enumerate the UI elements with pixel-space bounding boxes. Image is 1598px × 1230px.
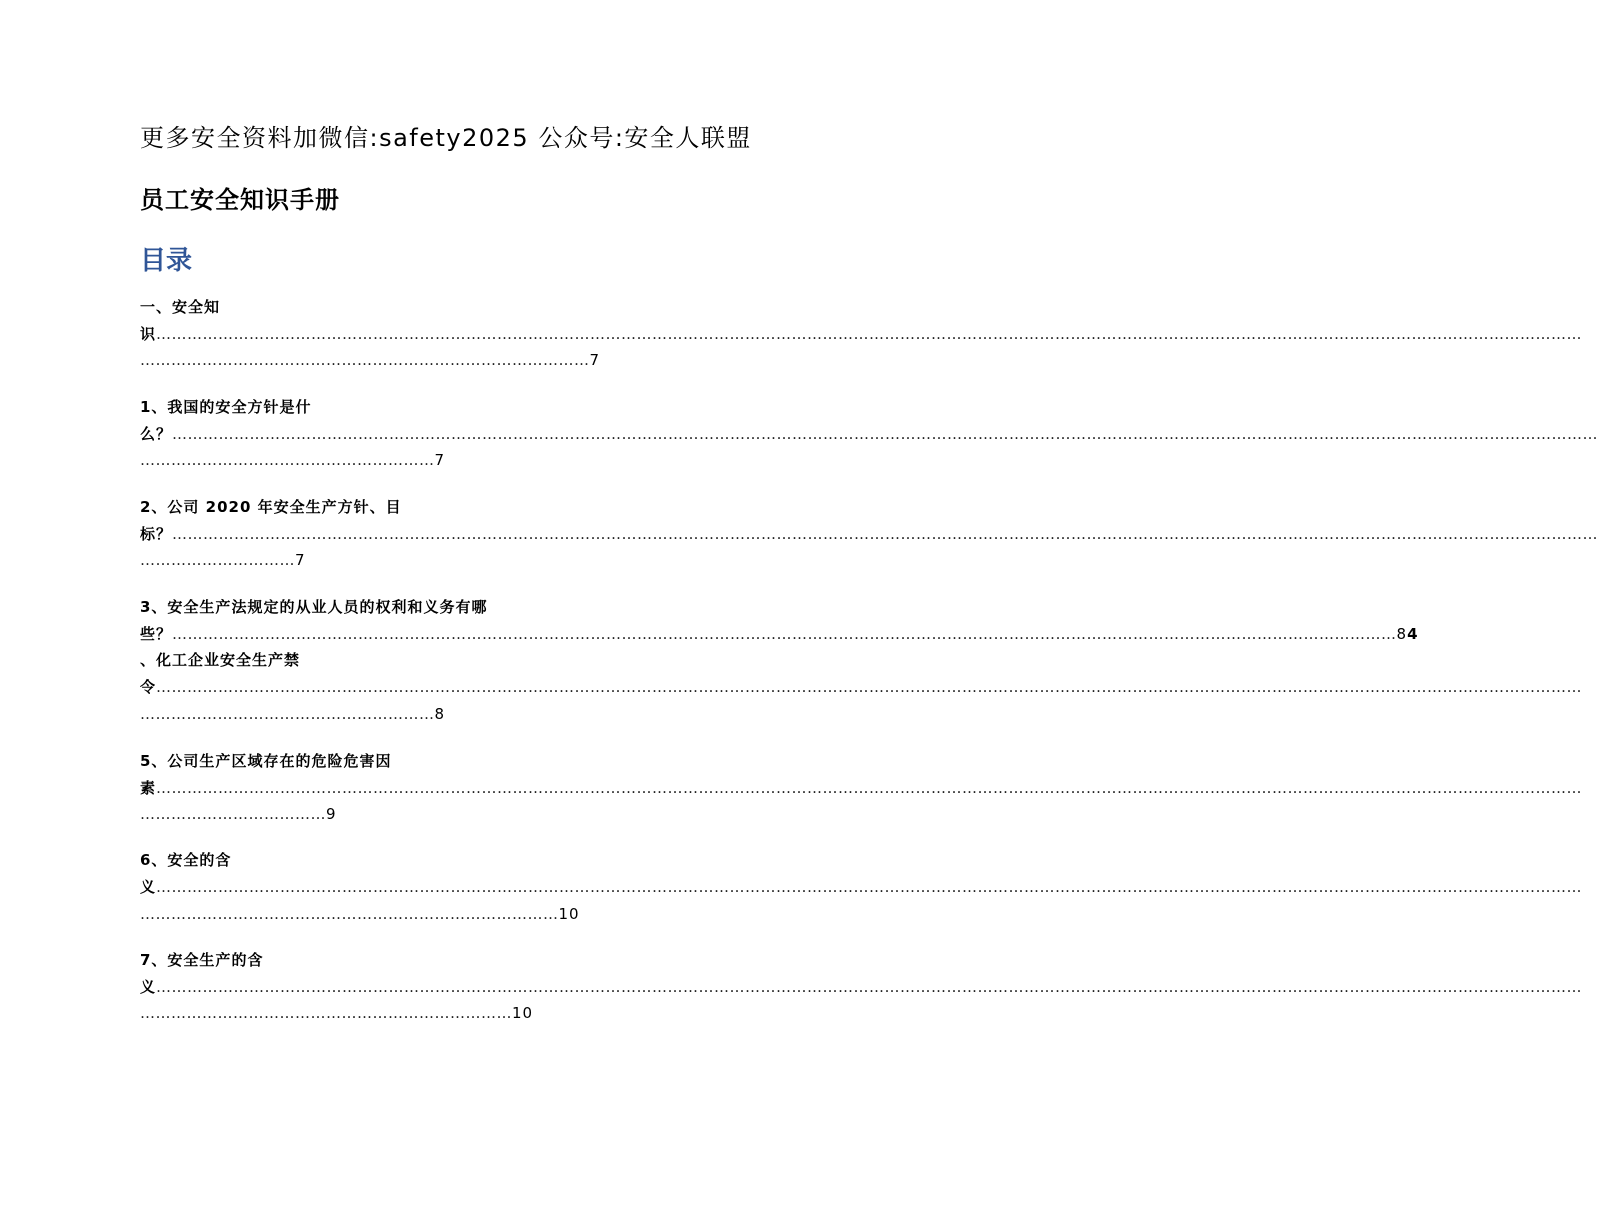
toc-entry-6-page-line[interactable] [140,801,810,827]
toc-entry-3-leader[interactable] [140,521,1598,547]
toc-entry-title: 3、安全生产法规定的从业人员的权利和义务有哪 [140,598,488,616]
toc-entry-title-end: 令 [140,678,157,696]
toc-page-number: 8 [1396,625,1408,643]
toc-leader-dots: …………………………………………………………………………………………………………………………………………………………………………………………………………………………………………………… [156,325,1583,343]
toc-leader-dots: …………………………………………………………………………………………………………………………………………………………………………………………………………………………………………………… [156,978,1583,996]
toc-leader-dots: ………………………… [140,551,295,569]
toc-leader-dots: ………………………………………………… [140,705,435,723]
toc-leader-dots: ……………………………………………………………………… [140,905,559,923]
toc-next-entry-number: 4 [1407,625,1419,643]
toc-page-number: 8 [434,705,446,723]
toc-leader-dots: ……………………………… [140,805,326,823]
toc-entry-1-title[interactable] [140,294,810,320]
toc-entry-title: 1、我国的安全方针是什 [140,398,312,416]
toc-entry-title-end: 义 [140,978,157,996]
toc-leader-dots: …………………………………………………………………………………………………………………………………………………………………………………………………………………………………………………… [172,525,1598,543]
toc-entry-title-end: 么？ [140,425,173,443]
toc-leader-dots: …………………………………………………………………………………………………………………………………………………………………………………………………………………………………………………… [156,878,1583,896]
toc-entry-4-leader[interactable] [140,621,1419,647]
toc-entry-title: 6、安全的含 [140,851,232,869]
toc-entry-6-leader[interactable] [140,775,1583,801]
toc-entry-title-end: 识 [140,325,157,343]
toc-entry-7-title[interactable] [140,847,810,873]
toc-heading: 目录 [140,246,193,276]
toc-entry-1-page-line[interactable] [140,347,810,373]
toc-entry-8-leader[interactable] [140,974,1583,1000]
toc-entry-5-title[interactable] [140,647,810,673]
toc-entry-5-leader[interactable] [140,674,1583,700]
toc-entry-2-leader[interactable] [140,421,1598,447]
toc-entry-8-title[interactable] [140,947,810,973]
toc-entry-2-page-line[interactable] [140,447,810,473]
toc-leader-dots: ………………………………………………… [140,451,435,469]
toc-entry-title-end: 标？ [140,525,173,543]
toc-entry-5-page-line[interactable] [140,701,810,727]
toc-entry-4-title[interactable] [140,594,810,620]
toc-entry-title: 2、公司 2020 年安全生产方针、目 [140,498,402,516]
toc-page-number: 10 [558,905,580,923]
toc-page-number: 7 [589,351,601,369]
toc-entry-7-leader[interactable] [140,874,1583,900]
toc-leader-dots: …………………………………………………………………………………………………………………………………………………………………………………………………………………………………………………… [172,425,1598,443]
toc-entry-title-end: 素 [140,779,157,797]
toc-page-number: 9 [326,805,337,823]
toc-page-number: 7 [434,451,446,469]
toc-page-number: 7 [295,551,306,569]
toc-leader-dots: ……………………………………………………………… [140,1004,512,1022]
toc-entry-3-page-line[interactable] [140,547,810,573]
toc-entry-7-page-line[interactable] [140,901,810,927]
toc-entry-title: 5、公司生产区域存在的危险危害因 [140,752,392,770]
document-title: 员工安全知识手册 [140,186,340,214]
toc-entry-6-title[interactable] [140,748,810,774]
toc-entry-title: 一、安全知 [140,298,221,316]
toc-leader-dots: …………………………………………………………………………… [140,351,590,369]
toc-leader-dots: …………………………………………………………………………………………………………………………………………………………………………………………………………………………………………………… [156,779,1583,797]
toc-leader-dots: …………………………………………………………………………………………………………………………………………………………………………………………………………………………………………………… [156,678,1583,696]
toc-entry-2-title[interactable] [140,394,810,420]
toc-entry-1-leader[interactable] [140,321,1583,347]
toc-entry-title: 、化工企业安全生产禁 [140,651,301,669]
toc-page-number: 10 [512,1004,534,1022]
toc-entry-8-page-line[interactable] [140,1000,810,1026]
toc-entry-3-title[interactable] [140,494,810,520]
toc-entry-title-end: 些？ [140,625,173,643]
toc-entry-title-end: 义 [140,878,157,896]
toc-entry-title: 7、安全生产的含 [140,951,264,969]
toc-leader-dots: ………………………………………………………………………………………………………………………………………………………………………………………………………………… [172,625,1397,643]
header-note: 更多安全资料加微信:safety2025 公众号:安全人联盟 [140,124,752,152]
